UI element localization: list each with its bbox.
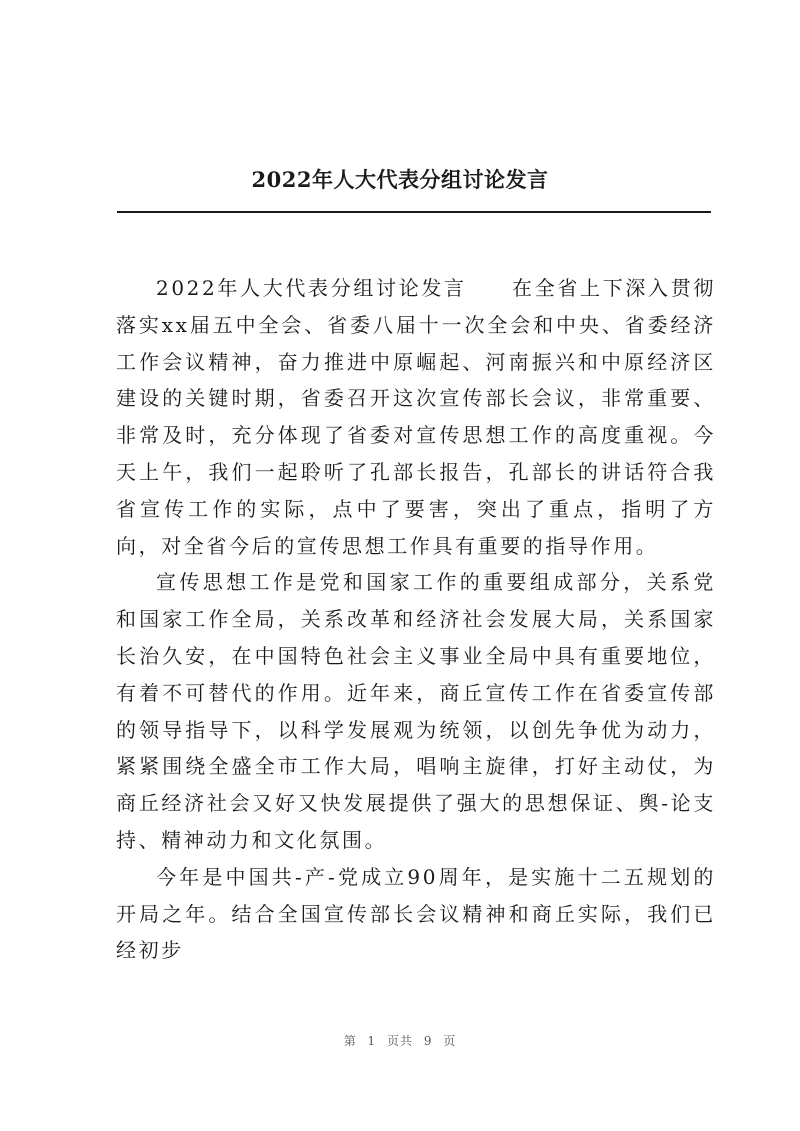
- paragraph-1: 2022年人大代表分组讨论发言 在全省上下深入贯彻落实xx届五中全会、省委八届十一次全会和中央、省委经济工作会议精神，奋力推进中原崛起、河南振兴和中原经济区建设的关键时期，省委召开这次宣传部长会议，非常重要、非常及时，充分体现了省委对宣传思想工作的高度重视。今天上午，我们一起聆听了孔部长报告，孔部长的讲话符合我省宣传工作的实际，点中了要害，突出了重点，指明了方向，对全省今后的宣传思想工作具有重要的指导作用。: [116, 276, 716, 558]
- document-title: 2022年人大代表分组讨论发言: [251, 167, 549, 192]
- paragraph-3: 今年是中国共-产-党成立90周年，是实施十二五规划的开局之年。结合全国宣传部长会议精神和商丘实际，我们已经初步: [116, 864, 716, 963]
- title-divider: [117, 211, 711, 213]
- document-body: [116, 270, 716, 969]
- page-number-footer: 第 1 页共 9 页: [343, 1034, 457, 1048]
- paragraph-2: 宣传思想工作是党和国家工作的重要组成部分，关系党和国家工作全局，关系改革和经济社会发展大局，关系国家长治久安，在中国特色社会主义事业全局中具有重要地位，有着不可替代的作用。近年来，商丘宣传工作在省委宣传部的领导指导下，以科学发展观为统领，以创先争优为动力，紧紧围绕全盛全市工作大局，唱响主旋律，打好主动仗，为商丘经济社会又好又快发展提供了强大的思想保证、舆-论支持、精神动力和文化氛围。: [116, 570, 716, 852]
